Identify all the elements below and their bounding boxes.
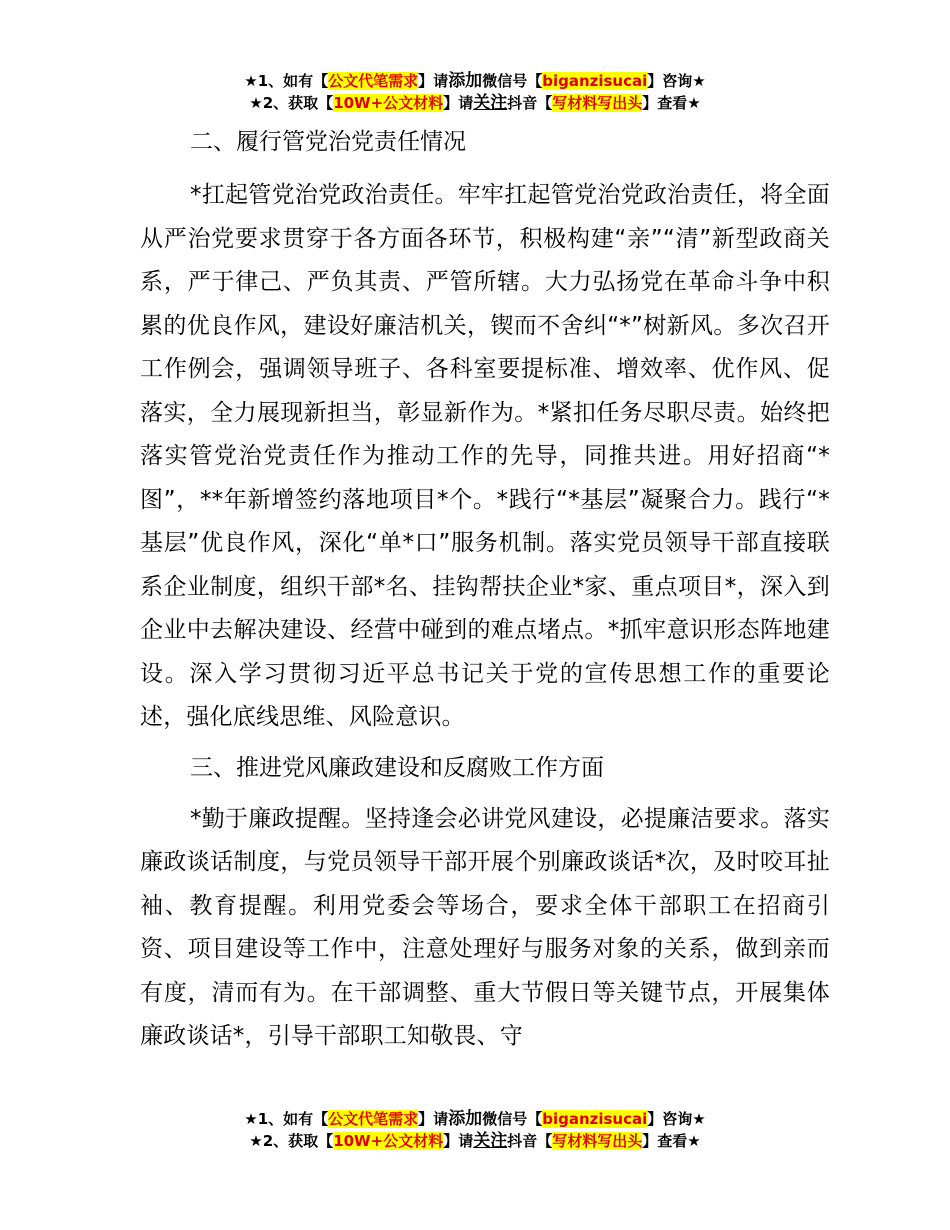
banner-emphasis: 关注 (473, 1131, 508, 1151)
banner-text: 】查看 (642, 94, 688, 112)
banner-text: 抖音【 (507, 1132, 553, 1150)
banner-line-2 (0, 1130, 950, 1152)
banner-emphasis: 关注 (473, 93, 508, 113)
highlight-materials: 10W+公文材料 (333, 94, 444, 112)
banner-text: 】请 (443, 1132, 474, 1150)
banner-text: 】咨询 (647, 72, 693, 90)
star-icon: ★ (249, 1132, 263, 1150)
highlight-wechat-id: biganzisucai (542, 1110, 648, 1128)
highlight-wechat-id: biganzisucai (542, 72, 648, 90)
banner-emphasis: 添加 (448, 1109, 483, 1129)
banner-text: 2、获取【 (262, 94, 334, 112)
star-icon: ★ (244, 72, 258, 90)
star-icon: ★ (687, 1132, 701, 1150)
banner-text: 】请 (418, 72, 449, 90)
star-icon: ★ (244, 1110, 258, 1128)
banner-text: 抖音【 (507, 94, 553, 112)
banner-line-1 (0, 1108, 950, 1130)
banner-text: 微信号【 (482, 72, 543, 90)
section-heading-2: 二、履行管党治党责任情况 (190, 129, 466, 155)
star-icon: ★ (687, 94, 701, 112)
star-icon: ★ (692, 1110, 706, 1128)
paragraph-1: *扛起管党治党政治责任。牢牢扛起管党治党政治责任，将全面从严治党要求贯穿于各方面各环节，积极构建“亲”“清”新型政商关系，严于律己、严负其责、严管所辖。大力弘扬党在革命斗争中积累的优良作风，建设好廉洁机关，锲而不舍纠“*”树新风。多次召开工作例会，强调领导班子、各科室要提标准、增效率、优作风、促落实，全力展现新担当，彰显新作为。*紧扣任务尽职尽责。始终把落实管党治党责任作为推动工作的先导，同推共进。用好招商“*图”，**年新增签约落地项目*个。*践行“*基层”凝聚合力。践行“*基层”优良作风，深化“单*口”服务机制。落实党员领导干部直接联系企业制度，组织干部*名、挂钩帮扶企业*家、重点项目*，深入到企业中去解决建设、经营中碰到的难点堵点。*抓牢意识形态阵地建设。深入学习贯彻习近平总书记关于党的宣传思想工作的重要论述，强化底线思维、风险意识。 (140, 182, 830, 730)
footer-banner (0, 1108, 950, 1152)
banner-text: 】查看 (642, 1132, 688, 1150)
highlight-douyin-id: 写材料写出头 (552, 94, 643, 112)
banner-text: 】请 (443, 94, 474, 112)
banner-text: 微信号【 (482, 1110, 543, 1128)
banner-text: 1、如有【 (257, 1110, 329, 1128)
highlight-service: 公文代笔需求 (328, 72, 419, 90)
banner-text: 】咨询 (647, 1110, 693, 1128)
document-body (140, 118, 830, 1059)
highlight-douyin-id: 写材料写出头 (552, 1132, 643, 1150)
banner-emphasis: 添加 (448, 71, 483, 91)
banner-text: 1、如有【 (257, 72, 329, 90)
paragraph-2: *勤于廉政提醒。坚持逢会必讲党风建设，必提廉洁要求。落实廉政谈话制度，与党员领导干部开展个别廉政谈话*次，及时咬耳扯袖、教育提醒。利用党委会等场合，要求全体干部职工在招商引资、项目建设等工作中，注意处理好与服务对象的关系，做到亲而有度，清而有为。在干部调整、重大节假日等关键节点，开展集体廉政谈话*，引导干部职工知敬畏、守 (140, 805, 830, 1049)
header-banner (0, 70, 950, 114)
banner-text: 】请 (418, 1110, 449, 1128)
section-heading-3: 三、推进党风廉政建设和反腐败工作方面 (190, 754, 604, 781)
banner-line-2 (0, 92, 950, 114)
highlight-service: 公文代笔需求 (328, 1110, 419, 1128)
banner-line-1 (0, 70, 950, 92)
star-icon: ★ (249, 94, 263, 112)
highlight-materials: 10W+公文材料 (333, 1132, 444, 1150)
banner-text: 2、获取【 (262, 1132, 334, 1150)
star-icon: ★ (692, 72, 706, 90)
